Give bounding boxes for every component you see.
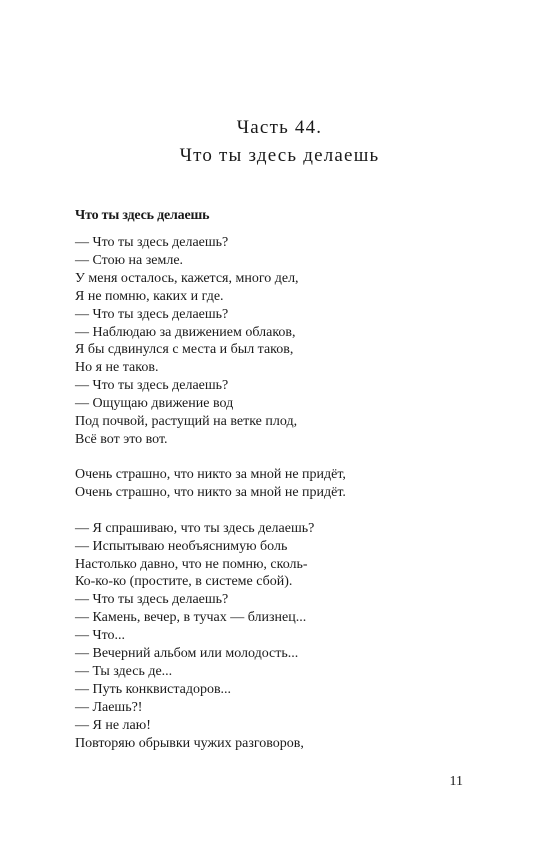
poem-title: Что ты здесь делаешь [75,208,210,223]
poem-line: — Наблюдаю за движением облаков, [75,324,296,340]
poem-line: — Что ты здесь делаешь? [75,306,229,322]
poem-line: Но я не таков. [75,360,159,376]
poem-line: — Лаешь?! [75,699,143,715]
poem-line: Очень страшно, что никто за мной не придёт. [75,485,346,501]
page-number: 11 [449,774,463,789]
poem-line: Настолько давно, что не помню, сколь- [75,556,308,572]
poem-line: — Что ты здесь делаешь? [75,378,229,394]
poem-line: — Что... [75,628,126,644]
poem-line: — Вечерний альбом или молодость... [75,646,299,662]
chapter-number: Часть 44. [236,117,323,138]
poem-line: Всё вот это вот. [75,431,168,447]
poem-line: — Ты здесь де... [75,663,173,679]
poem-line: Повторяю обрывки чужих разговоров, [75,735,304,751]
chapter-heading [0,114,559,170]
stanza-3 [75,520,495,753]
poem-line: — Я не лаю! [75,717,151,733]
poem-line: — Камень, вечер, в тучах — близнец... [75,610,307,626]
poem-line: — Что ты здесь делаешь? [75,592,229,608]
poem-line: — Путь конквистадоров... [75,681,232,697]
poem-line: — Что ты здесь делаешь? [75,235,229,250]
poem-line: Я бы сдвинулся с места и был таков, [75,342,294,358]
poem [75,206,495,770]
poem-line: — Стою на земле. [75,252,184,268]
chapter-title: Что ты здесь делаешь [179,145,380,166]
poem-line: — Испытываю необъяснимую боль [75,538,288,554]
poem-line: Под почвой, растущий на ветке плод, [75,414,298,430]
poem-line: Я не помню, каких и где. [75,288,224,304]
poem-line: У меня осталось, кажется, много дел, [75,270,299,286]
stanza-1 [75,234,495,449]
poem-line: — Ощущаю движение вод [75,396,234,412]
poem-line: — Я спрашиваю, что ты здесь делаешь? [75,520,315,536]
poem-line: Ко-ко-ко (простите, в системе сбой). [75,574,293,590]
poem-line: Очень страшно, что никто за мной не придёт, [75,467,346,483]
stanza-2 [75,466,495,502]
